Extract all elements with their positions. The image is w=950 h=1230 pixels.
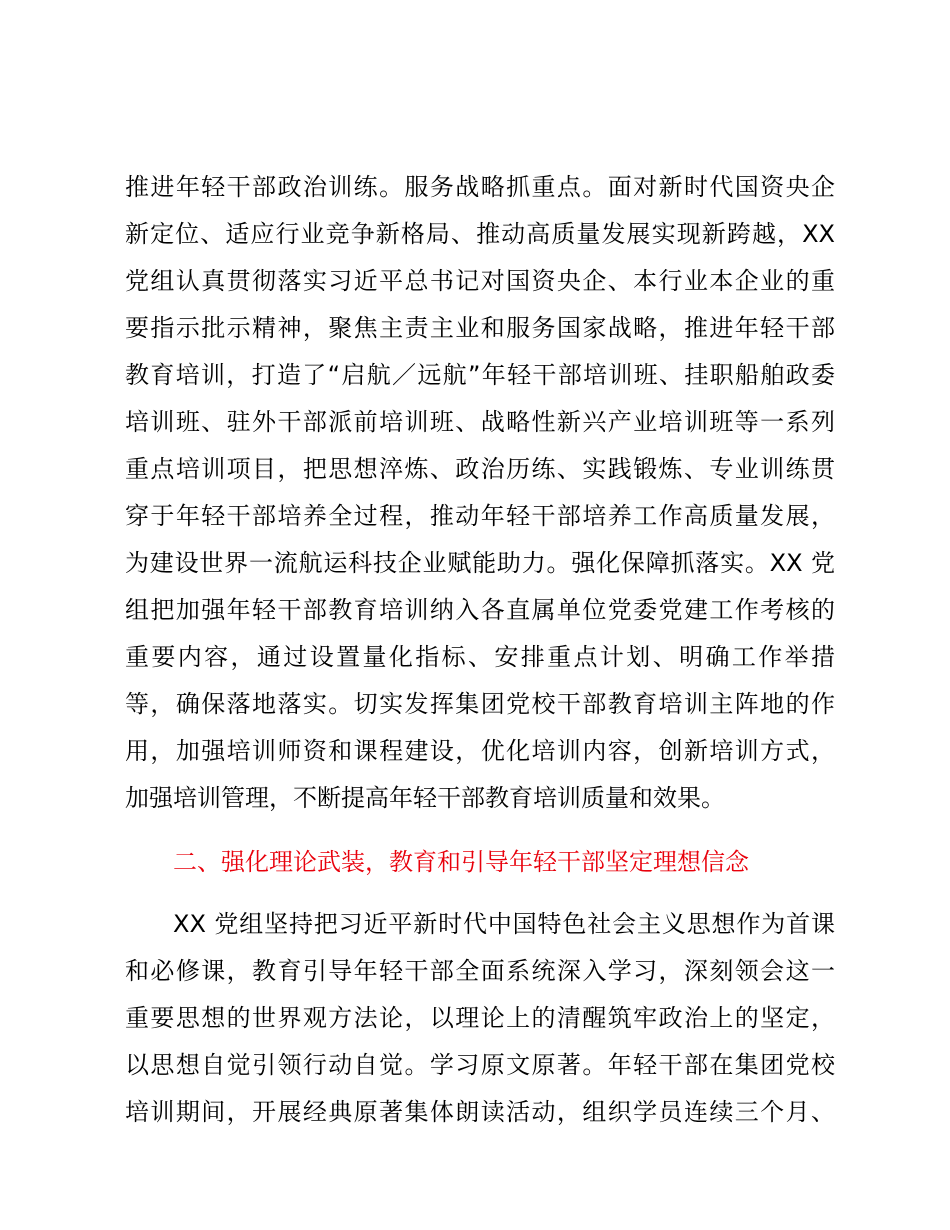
paragraph-2-line-4: 以思想自觉引领行动自觉。学习原文原著。年轻干部在集团党校	[125, 1051, 835, 1079]
section-heading: 二、强化理论武装，教育和引导年轻干部坚定理想信念	[173, 848, 749, 876]
paragraph-1-line-14: 加强培训管理，不断提高年轻干部教育培训质量和效果。	[125, 784, 725, 812]
paragraph-1-line-11: 重要内容，通过设置量化指标、安排重点计划、明确工作举措	[125, 643, 835, 671]
paragraph-2-line-3: 重要思想的世界观方法论，以理论上的清醒筑牢政治上的坚定，	[125, 1004, 835, 1032]
paragraph-1-line-13: 用，加强培训师资和课程建设，优化培训内容，创新培训方式，	[125, 737, 835, 765]
paragraph-1-line-8: 穿于年轻干部培养全过程，推动年轻干部培养工作高质量发展，	[125, 502, 835, 530]
paragraph-1-line-2: 新定位、适应行业竞争新格局、推动高质量发展实现新跨越，XX	[125, 220, 835, 248]
paragraph-2-line-2: 和必修课，教育引导年轻干部全面系统深入学习，深刻领会这一	[125, 957, 835, 985]
paragraph-1-line-12: 等，确保落地落实。切实发挥集团党校干部教育培训主阵地的作	[125, 690, 835, 718]
paragraph-1-line-4: 要指示批示精神，聚焦主责主业和服务国家战略，推进年轻干部	[125, 314, 835, 342]
paragraph-1-line-7: 重点培训项目，把思想淬炼、政治历练、实践锻炼、专业训练贯	[125, 455, 835, 483]
paragraph-1-line-9: 为建设世界一流航运科技企业赋能助力。强化保障抓落实。XX 党	[125, 549, 835, 577]
paragraph-1-line-5: 教育培训，打造了“启航／远航”年轻干部培训班、挂职船舶政委	[125, 361, 835, 389]
paragraph-2-line-1: XX 党组坚持把习近平新时代中国特色社会主义思想作为首课	[173, 910, 835, 938]
paragraph-1-line-1: 推进年轻干部政治训练。服务战略抓重点。面对新时代国资央企	[125, 173, 835, 201]
paragraph-1-line-3: 党组认真贯彻落实习近平总书记对国资央企、本行业本企业的重	[125, 267, 835, 295]
paragraph-2-line-5: 培训期间，开展经典原著集体朗读活动，组织学员连续三个月、	[125, 1098, 835, 1126]
paragraph-1-line-6: 培训班、驻外干部派前培训班、战略性新兴产业培训班等一系列	[125, 408, 835, 436]
paragraph-1-line-10: 组把加强年轻干部教育培训纳入各直属单位党委党建工作考核的	[125, 596, 835, 624]
